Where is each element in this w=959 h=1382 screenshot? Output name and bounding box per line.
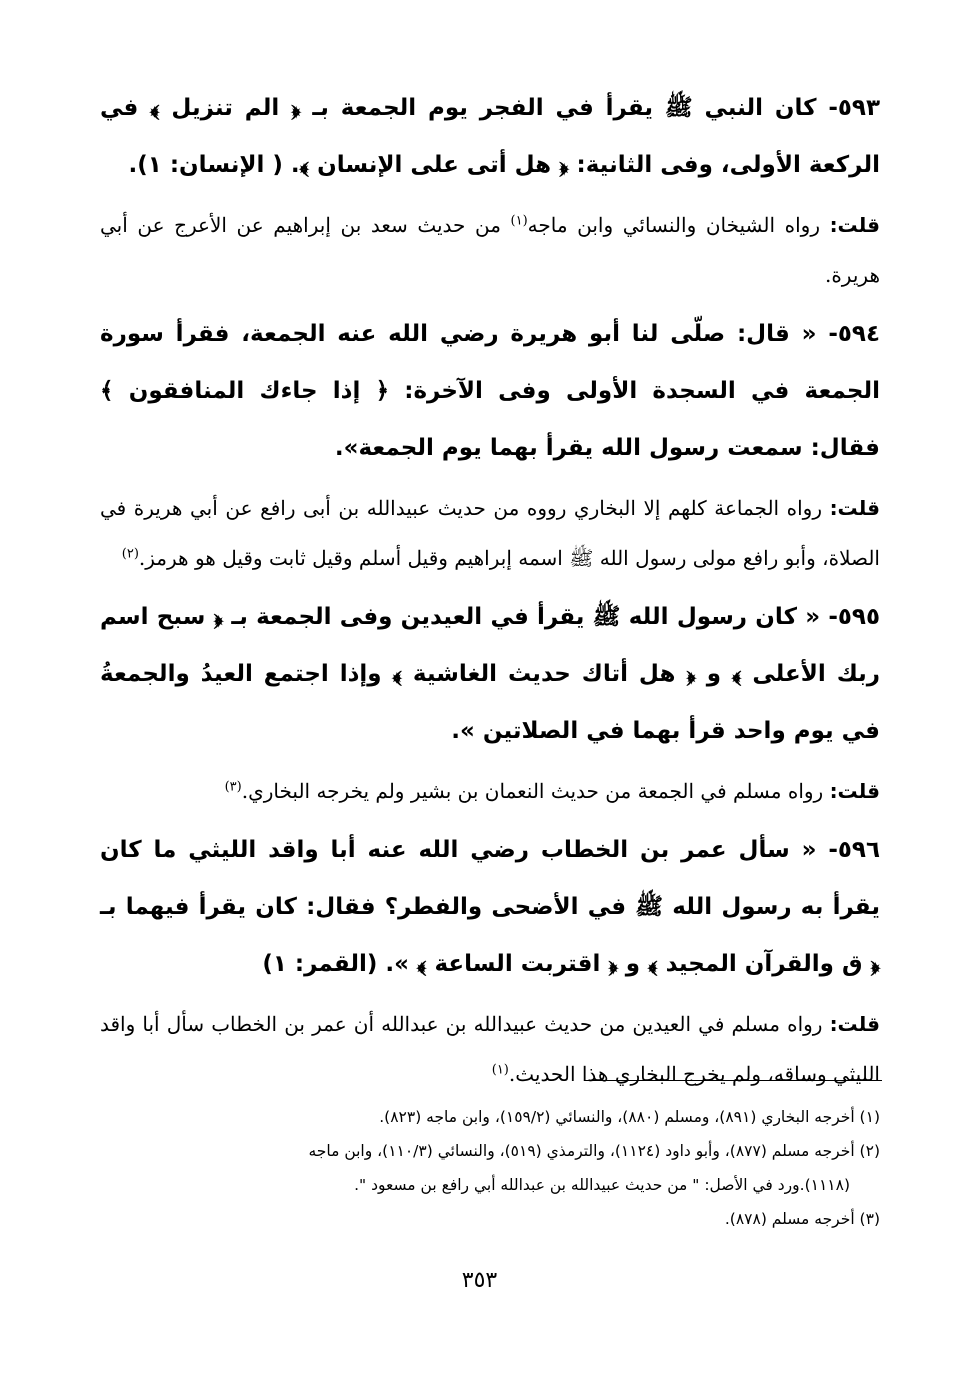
comment-text: رواه الجماعة كلهم إلا البخاري رووه من حديث عبيدالله بن أبى رافع عن أبي هريرة في الصلاة، وأبو رافع مولى رسول الله ﷺ اسمه إبراهيم وقيل أسلم وقيل ثابت وقيل هو هرمز. xyxy=(100,496,880,570)
footnote-2: (٢) أخرجه مسلم (٨٧٧)، وأبو داود (١١٢٤)، والترمذي (٥١٩)، والنسائي (١١٠/٣)، وابن ماجه xyxy=(308,1142,880,1160)
comment-593 xyxy=(100,200,880,300)
footnote-1: (١) أخرجه البخاري (٨٩١)، ومسلم (٨٨٠)، والنسائي (١٥٩/٢)، وابن ماجه (٨٢٣). xyxy=(379,1108,880,1126)
comment-595 xyxy=(100,766,880,816)
page-body xyxy=(100,80,880,1105)
page-number: ٣٥٣ xyxy=(461,1268,498,1293)
footnote-ref[interactable]: (١) xyxy=(491,1062,509,1078)
footnote-ref[interactable]: (٣) xyxy=(224,779,242,795)
comment-lead: قلت: xyxy=(829,779,880,803)
comment-lead: قلت: xyxy=(829,1012,880,1036)
footnotes xyxy=(100,1100,880,1236)
comment-lead: قلت: xyxy=(829,213,880,237)
comment-text: رواه مسلم في العيدين من حديث عبيدالله بن عبدالله أن عمر بن الخطاب سأل أبا واقد الليثي وساقه، ولم يخرج البخاري هذا الحديث. xyxy=(100,1012,880,1086)
footnote-ref[interactable]: (١) xyxy=(510,213,528,229)
footnote-divider xyxy=(585,1080,882,1081)
hadith-593: ٥٩٣- كان النبي ﷺ يقرأ في الفجر يوم الجمعة بـ ﴿ الم تنزيل ﴾ في الركعة الأولى، وفى الثانية: ﴿ هل أتى على الإنسان ﴾. ( الإنسان: ١). xyxy=(100,95,880,178)
hadith-596: ٥٩٦- « سأل عمر بن الخطاب رضي الله عنه أبا واقد الليثي ما كان يقرأ به رسول الله ﷺ في الأضحى والفطر؟ فقال: كان يقرأ فيهما بـ ﴿ ق والقرآن المجيد ﴾ و ﴿ اقتربت الساعة ﴾ ». (القمر: ١) xyxy=(100,837,880,977)
comment-594 xyxy=(100,483,880,583)
hadith-595: ٥٩٥- « كان رسول الله ﷺ يقرأ في العيدين وفى الجمعة بـ ﴿ سبح اسم ربك الأعلى ﴾ و ﴿ هل أتاك حديث الغاشية ﴾ وإذا اجتمع العيدُ والجمعةُ في يوم واحد قرأ بهما في الصلاتين ». xyxy=(100,604,880,744)
comment-text: رواه الشيخان والنسائي وابن ماجه xyxy=(527,213,830,237)
footnote-ref[interactable]: (٢) xyxy=(121,546,139,562)
footnote-2-continued: (١١١٨).ورد في الأصل: " من حديث عبيدالله بن عبدالله أبي رافع بن مسعود ". xyxy=(354,1176,850,1194)
comment-tail: من حديث سعد بن إبراهيم عن الأعرج عن أبي هريرة. xyxy=(100,213,880,287)
comment-lead: قلت: xyxy=(829,496,880,520)
footnote-3: (٣) أخرجه مسلم (٨٧٨). xyxy=(724,1210,880,1228)
hadith-594: ٥٩٤- « قال: صلّى لنا أبو هريرة رضي الله عنه الجمعة، فقرأ سورة الجمعة في السجدة الأولى وفى الآخرة: ﴿ إذا جاءك المنافقون ﴾ فقال: سمعت رسول الله يقرأ بهما يوم الجمعة». xyxy=(100,321,880,461)
comment-text: رواه مسلم في الجمعة من حديث النعمان بن بشير ولم يخرجه البخاري. xyxy=(241,779,830,803)
comment-596 xyxy=(100,999,880,1099)
